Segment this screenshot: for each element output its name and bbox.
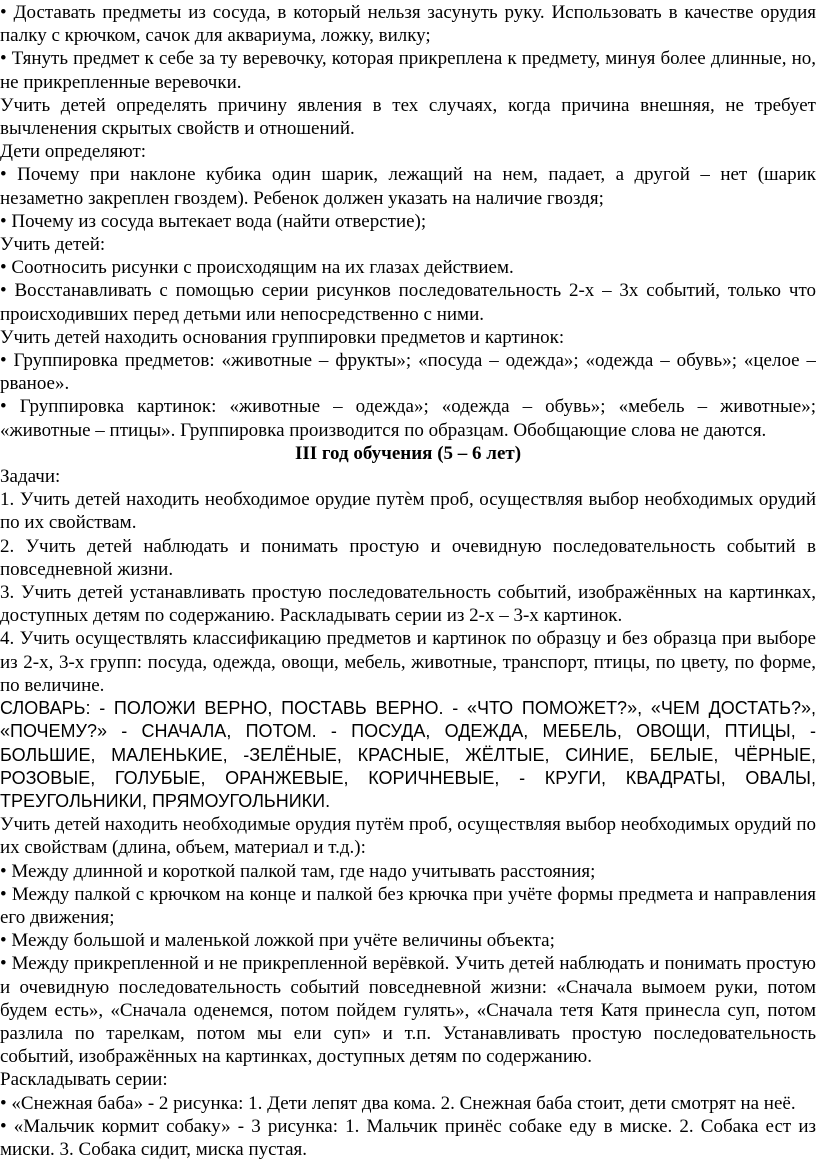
paragraph-tasks-label: Задачи: [0,466,61,488]
paragraph-bullet-pull-string: • Тянуть предмет к себе за ту веревочку, которая прикреплена к предмету, минуя более длинные, но, не прикрепленные веревочки. [0,48,816,93]
paragraph-bullet-match-pictures: • Соотносить рисунки с происходящим на их глазах действием. [0,257,514,279]
paragraph-bullet-restore-sequence: • Восстанавливать с помощью серии рисунков последовательность 2-х – 3х событий, только что происходивших перед детьми или непосредственно с ними. [0,280,816,325]
paragraph-bullet-boy-dog: • «Мальчик кормит собаку» - 3 рисунка: 1. Мальчик принёс собаке еду в миске. 2. Собака ест из миски. 3. Собака сидит, миска пустая. [0,1115,816,1160]
section-heading: III год обучения (5 – 6 лет) [294,442,522,464]
paragraph-bullet-group-objects: • Группировка предметов: «животные – фрукты»; «посуда – одежда»; «одежда – обувь»; «целое – рваное». [0,350,816,395]
paragraph-bullet-water-leak: • Почему из сосуда вытекает вода (найти отверстие); [0,210,427,232]
paragraph-teach-grouping: Учить детей находить основания группировки предметов и картинок: [0,326,565,348]
paragraph-bullet-hook-stick: • Между палкой с крючком на конце и палкой без крючка при учёте формы предмета и направления его движения; [0,883,816,928]
paragraph-teach-causes: Учить детей определять причину явления в тех случаях, когда причина внешняя, не требует вычленения скрытых свойств и отношений. [0,94,816,140]
paragraph-task-3: 3. Учить детей устанавливать простую последовательность событий, изображённых на картинках, доступных детям по содержанию. Раскладывать серии из 2-х – 3-х картинок. [0,582,816,627]
paragraph-bullet-rope-sequence: • Между прикрепленной и не прикрепленной верёвкой. Учить детей наблюдать и понимать простую и очевидную последовательность событий повседневной жизни: «Сначала вымоем руки, потом будем есть», «Сначала оденемся, потом пойдем гулять», «Сначала тетя Катя принесла суп, потом разлила по тарелкам, потом мы ели суп» и т.п. Устанавливать простую последовательность событий, изображённых на картинках, доступных детям по содержанию. [0,953,816,1068]
paragraph-teach-children: Учить детей: [0,234,106,256]
paragraph-task-4: 4. Учить осуществлять классификацию предметов и картинок по образцу и без образца при выборе из 2-х, 3-х групп: посуда, одежда, овощи, мебель, животные, транспорт, птицы, по цвету, по форме, по величине. [0,628,816,696]
paragraph-bullet-long-short-stick: • Между длинной и короткой палкой там, где надо учитывать расстояния; [0,860,596,882]
paragraph-bullet-group-pictures: • Группировка картинок: «животные – одежда»; «одежда – обувь»; «мебель – животные»; «животные – птицы». Группировка производится по образцам. Обобщающие слова не даются. [0,396,816,441]
paragraph-vocabulary: СЛОВАРЬ: - ПОЛОЖИ ВЕРНО, ПОСТАВЬ ВЕРНО. - «ЧТО ПОМОЖЕТ?», «ЧЕМ ДОСТАТЬ?», «ПОЧЕМУ?» - СНАЧАЛА, ПОТОМ. - ПОСУДА, ОДЕЖДА, МЕБЕЛЬ, ОВОЩИ, ПТИЦЫ, - БОЛЬШИЕ, МАЛЕНЬКИЕ, -ЗЕЛЁНЫЕ, КРАСНЫЕ, ЖЁЛТЫЕ, СИНИЕ, БЕЛЫЕ, ЧЁРНЫЕ, РОЗОВЫЕ, ГОЛУБЫЕ, ОРАНЖЕВЫЕ, КОРИЧНЕВЫЕ, - КРУГИ, КВАДРАТЫ, ОВАЛЫ, ТРЕУГОЛЬНИКИ, ПРЯМОУГОЛЬНИКИ. [0,698,816,811]
paragraph-series-label: Раскладывать серии: [0,1069,168,1091]
paragraph-task-1: 1. Учить детей находить необходимое орудие путѐм проб, осуществляя выбор необходимых орудий по их свойствам. [0,489,816,534]
paragraph-bullet-spoons: • Между большой и маленькой ложкой при учёте величины объекта; [0,930,555,952]
paragraph-bullet-cube-ball: • Почему при наклоне кубика один шарик, лежащий на нем, падает, а другой – нет (шарик незаметно закреплен гвоздем). Ребенок должен указать на наличие гвоздя; [0,164,816,209]
paragraph-task-2: 2. Учить детей наблюдать и понимать простую и очевидную последовательность событий в повседневной жизни. [0,535,816,580]
paragraph-bullet-snowman: • «Снежная баба» - 2 рисунка: 1. Дети лепят два кома. 2. Снежная баба стоит, дети смотрят на неё. [0,1092,796,1114]
paragraph-bullet-reach-objects: • Доставать предметы из сосуда, в который нельзя засунуть руку. Использовать в качестве орудия палку с крючком, сачок для аквариума, ложку, вилку; [0,2,816,47]
paragraph-children-determine: Дети определяют: [0,141,147,163]
paragraph-teach-tools: Учить детей находить необходимые орудия путём проб, осуществляя выбор необходимых орудий по их свойствам (длина, объем, материал и т.д.): [0,814,816,859]
